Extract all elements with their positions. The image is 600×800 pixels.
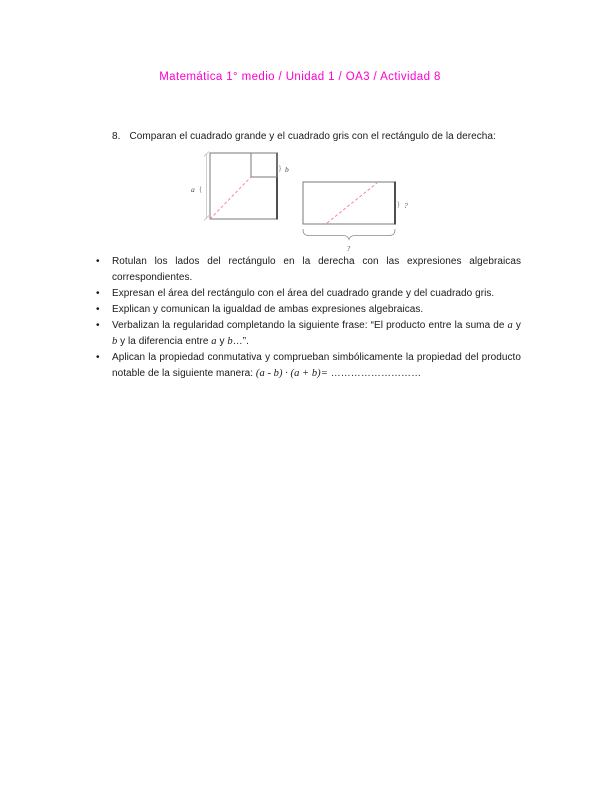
square-height-brace-glyph: { <box>199 187 202 193</box>
comparison-figure <box>180 147 440 259</box>
rectangle-width-brace <box>303 229 395 240</box>
list-item <box>95 318 521 350</box>
list-item <box>95 350 521 382</box>
list-item <box>95 254 521 286</box>
bullet-icon: • <box>96 304 100 315</box>
list-item <box>95 286 521 302</box>
rectangle-height-brace-glyph: } <box>397 202 400 208</box>
bullet-text: Aplican la propiedad conmutativa y comprueban simbólicamente la propiedad del producto notable de la siguiente manera: (a - b) · (a + b)= ……………………… <box>112 352 521 379</box>
bullet-icon: • <box>96 288 100 299</box>
list-item <box>95 302 521 318</box>
square-diagonal-line <box>210 177 251 219</box>
bullet-text: Rotulan los lados del rectángulo en la derecha con las expresiones algebraicas correspondientes. <box>112 256 521 283</box>
gray-square-height-label: b <box>285 165 289 174</box>
square-height-label: a <box>191 185 195 194</box>
bullet-text: Explican y comunican la igualdad de ambas expresiones algebraicas. <box>112 304 424 315</box>
bullet-text: Expresan el área del rectángulo con el área del cuadrado grande y del cuadrado gris. <box>112 288 495 299</box>
question-8 <box>112 131 542 142</box>
bullet-icon: • <box>96 256 100 267</box>
rectangle-diagonal-line <box>327 183 377 223</box>
rectangle-height-label: ? <box>404 201 408 210</box>
question-number: 8. <box>112 131 121 142</box>
bullet-icon: • <box>96 352 100 363</box>
bullet-icon: • <box>96 320 100 331</box>
question-text: Comparan el cuadrado grande y el cuadrado gris con el rectángulo de la derecha: <box>129 131 496 142</box>
big-square <box>210 153 277 219</box>
rectangle-width-label: ? <box>346 244 351 253</box>
gray-square-brace-glyph: } <box>279 166 282 172</box>
comparison-rectangle <box>303 182 395 224</box>
page-title: Matemática 1° medio / Unidad 1 / OA3 / Actividad 8 <box>159 71 441 83</box>
activity-bullet-list <box>95 254 521 382</box>
gray-square <box>251 153 277 177</box>
bullet-text: Verbalizan la regularidad completando la siguiente frase: “El producto entre la suma de a y b y la diferencia entre a y b…”. <box>112 320 521 347</box>
